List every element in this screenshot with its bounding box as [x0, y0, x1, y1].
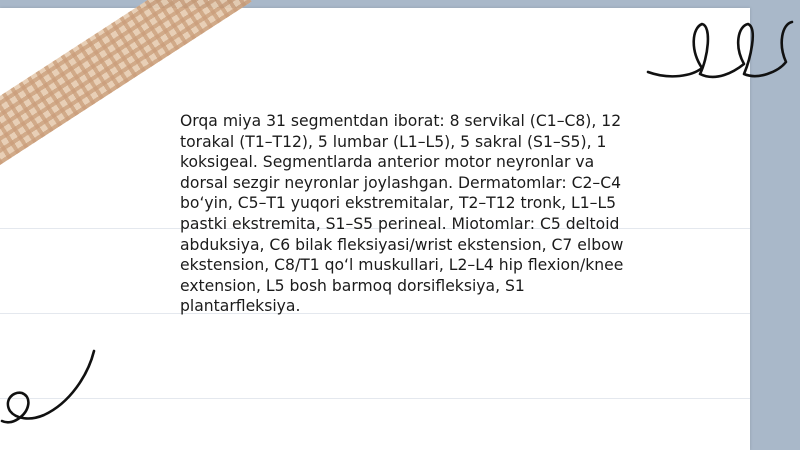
curl-scribble-bottom-left: [0, 345, 110, 435]
loop-scribble-top-right: [640, 10, 800, 90]
ruled-line: [0, 398, 750, 399]
note-body-text: Orqa miya 31 segmentdan iborat: 8 servikal (C1–C8), 12 torakal (T1–T12), 5 lumbar (L1–L5), 5 sakral (S1–S5), 1 koksigeal. Segmentlarda anterior motor neyronlar va dorsal sezgir neyronlar joylashgan. Dermatomlar: C2–C4 bo‘yin, C5–T1 yuqori ekstremitalar, T2–T12 tronk, L1–L5 pastki ekstremita, S1–S5 perineal. Miotomlar: C5 deltoid abduksiya, C6 bilak fleksiyasi/wrist ekstension, C7 elbow ekstension, C8/T1 qo‘l muskullari, L2–L4 hip flexion/knee extension, L5 bosh barmoq dorsifleksiya, S1 plantarfleksiya.: [180, 112, 624, 316]
